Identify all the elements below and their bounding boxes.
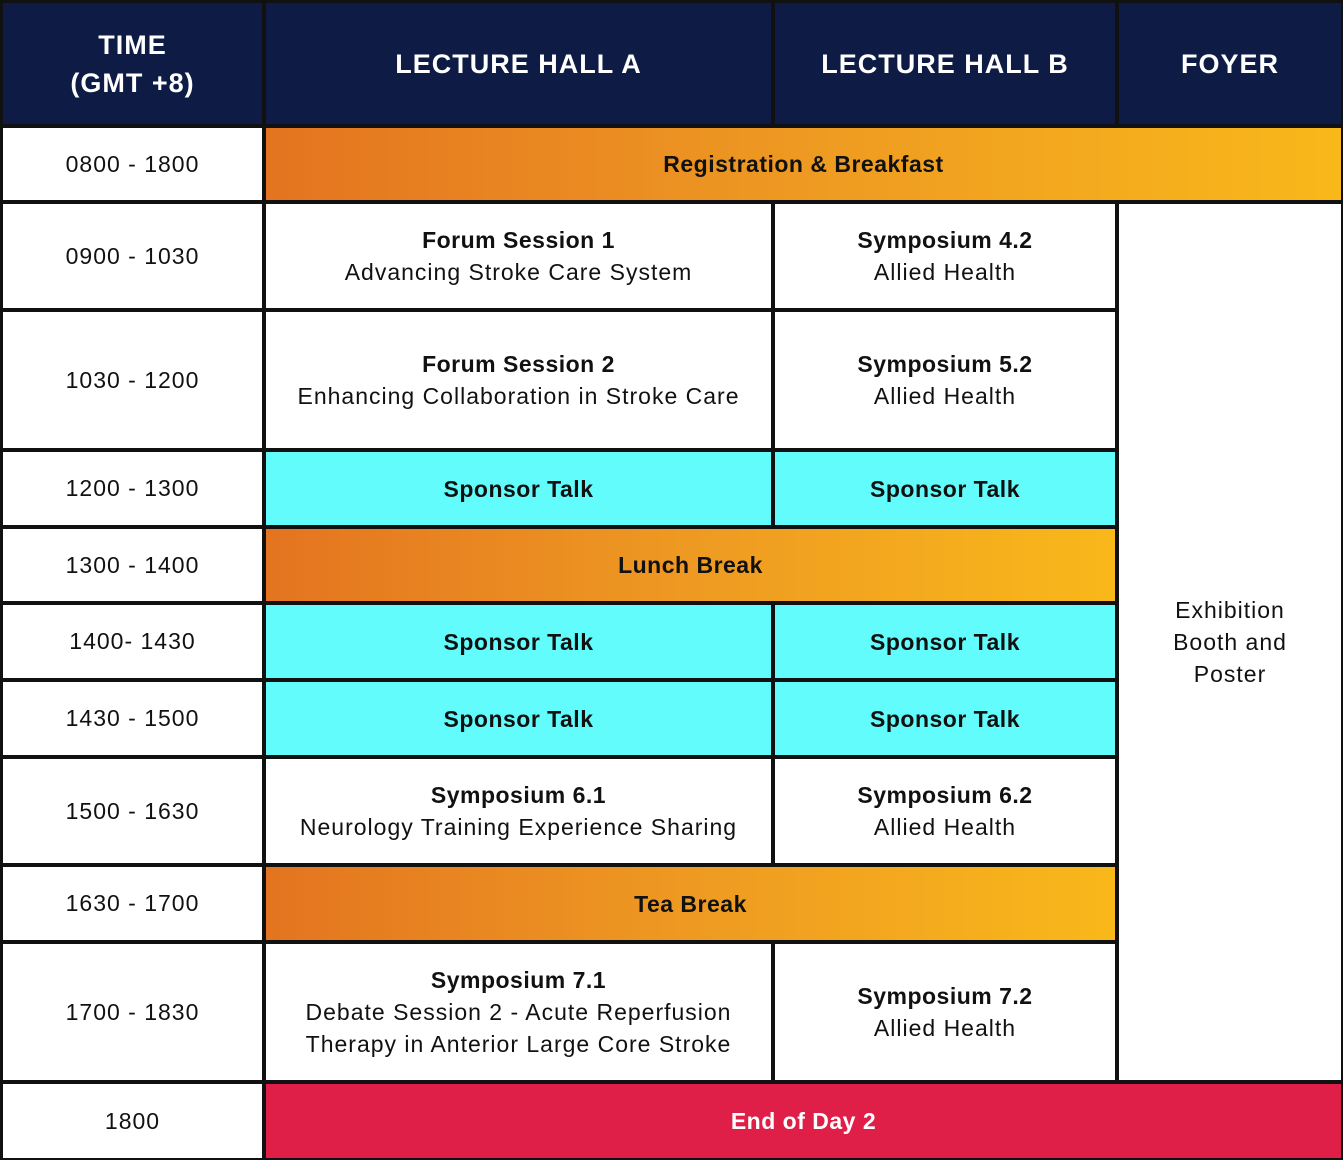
foyer-line: Exhibition (1175, 597, 1285, 623)
session-title: Symposium 7.2 (857, 983, 1033, 1009)
foyer-line: Poster (1193, 661, 1267, 687)
session-hall-a (266, 759, 771, 863)
header-hall-b: LECTURE HALL B (775, 3, 1115, 124)
time-cell: 1500 - 1630 (3, 759, 262, 863)
header-timezone-label: (GMT +8) (70, 67, 195, 98)
session-hall-a (266, 312, 771, 448)
session-title: Symposium 4.2 (857, 227, 1033, 253)
header-time-label: TIME (98, 29, 167, 60)
session-subtitle: Allied Health (873, 814, 1017, 840)
session-hall-b (775, 759, 1115, 863)
session-hall-b (775, 204, 1115, 308)
session-title: Symposium 6.2 (857, 782, 1033, 808)
header-hall-a: LECTURE HALL A (266, 3, 771, 124)
time-cell: 0900 - 1030 (3, 204, 262, 308)
time-cell: 1200 - 1300 (3, 452, 262, 525)
sponsor-talk-hall-a: Sponsor Talk (266, 605, 771, 678)
session-title: Forum Session 1 (422, 227, 615, 253)
time-cell: 1300 - 1400 (3, 529, 262, 601)
sponsor-talk-hall-a: Sponsor Talk (266, 682, 771, 755)
session-hall-b (775, 944, 1115, 1080)
session-title: Symposium 6.1 (430, 782, 607, 808)
time-cell: 0800 - 1800 (3, 128, 262, 200)
time-cell: 1700 - 1830 (3, 944, 262, 1080)
session-subtitle: Allied Health (873, 1015, 1017, 1041)
time-cell: 1030 - 1200 (3, 312, 262, 448)
time-cell: 1400- 1430 (3, 605, 262, 678)
header-foyer: FOYER (1119, 3, 1341, 124)
session-title: Forum Session 2 (422, 351, 615, 377)
session-subtitle: Advancing Stroke Care System (344, 259, 693, 285)
sponsor-talk-hall-b: Sponsor Talk (775, 452, 1115, 525)
sponsor-talk-hall-a: Sponsor Talk (266, 452, 771, 525)
time-cell: 1430 - 1500 (3, 682, 262, 755)
session-title: Symposium 7.1 (430, 967, 607, 993)
session-lunch-break: Lunch Break (266, 529, 1115, 601)
session-subtitle: Allied Health (873, 259, 1017, 285)
foyer-exhibition-cell (1119, 204, 1341, 1080)
session-hall-b (775, 312, 1115, 448)
session-subtitle: Enhancing Collaboration in Stroke Care (297, 383, 740, 409)
session-hall-a (266, 204, 771, 308)
header-time (3, 3, 262, 124)
session-title: Symposium 5.2 (857, 351, 1033, 377)
time-cell: 1800 (3, 1084, 262, 1158)
session-subtitle: Debate Session 2 - Acute Reperfusion (305, 999, 732, 1025)
foyer-line: Booth and (1173, 629, 1287, 655)
sponsor-talk-hall-b: Sponsor Talk (775, 605, 1115, 678)
session-subtitle: Neurology Training Experience Sharing (299, 814, 738, 840)
session-registration-breakfast: Registration & Breakfast (266, 128, 1341, 200)
session-subtitle: Therapy in Anterior Large Core Stroke (305, 1031, 732, 1057)
session-tea-break: Tea Break (266, 867, 1115, 940)
session-hall-a (266, 944, 771, 1080)
time-cell: 1630 - 1700 (3, 867, 262, 940)
session-end-of-day: End of Day 2 (266, 1084, 1341, 1158)
session-subtitle: Allied Health (873, 383, 1017, 409)
sponsor-talk-hall-b: Sponsor Talk (775, 682, 1115, 755)
